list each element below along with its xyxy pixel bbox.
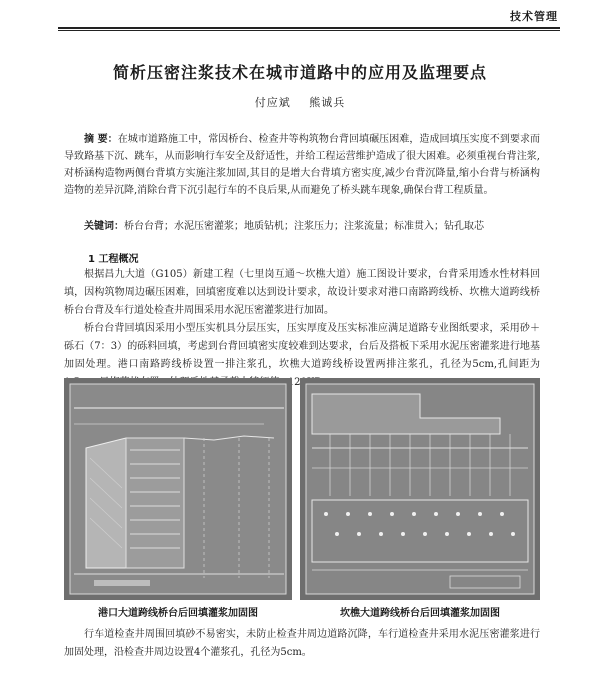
keywords-text: 桥台台背；水泥压密灌浆；地质钻机；注浆压力；注浆流量；标准贯入；钻孔取芯 xyxy=(124,221,484,232)
header-rule-thin xyxy=(58,30,560,31)
keywords xyxy=(64,218,540,235)
figure-2-drawing xyxy=(300,378,540,600)
abstract-label: 摘 要： xyxy=(84,134,118,145)
header-rule xyxy=(58,27,560,29)
figure-1-caption: 港口大道跨线桥台后回填灌浆加固图 xyxy=(98,608,258,619)
paragraph-3: 行车道检查井周围回填砂不易密实，未防止检查井周边道路沉降，车行道检查井采用水泥压密灌浆进行加固处理，沿检查井周边设置4个灌浆孔，孔径为5cm。 xyxy=(64,629,540,658)
article-authors: 付应斌 熊诚兵 xyxy=(254,96,346,109)
section-tag: 技术管理 xyxy=(510,10,558,23)
abstract-text: 在城市道路施工中，常因桥台、检查井等构筑物台背回填碾压困难，造成回填压实度不到要求而导致路基下沉、跳车，从而影响行车安全及舒适性，并给工程运营维护造成了很大困难。必须重视台背注浆,对桥涵构造物两侧台背填方实施注浆加固,其目的是增大台背填方密实度,减少台背沉降量,缩小台背与桥涵构造物的差异沉降,消除台背下沉引起行车的不良后果,从而避免了桥头跳车现象,确保台背工程质量。 xyxy=(64,134,541,196)
figure-1-svg xyxy=(64,378,292,600)
paragraph-2: 桥台台背回填因采用小型压实机具分层压实，压实厚度及压实标准应满足道路专业图纸要求，采用砂＋砾石（7：3）的砾料回填，考虑到台背回填密实度较难到达要求，台后及搭板下采用水泥压密灌浆进行地基加固处理。港口南路跨线桥设置一排注浆孔，坎樵大道跨线桥设置两排注浆孔，孔径为5cm,孔间距为 特征值≥120KPa。 xyxy=(64,323,540,388)
figure-2-caption: 坎樵大道跨线桥台后回填灌浆加固图 xyxy=(340,608,500,619)
section-heading: 1 工程概况 xyxy=(88,254,139,265)
figure-2-svg xyxy=(300,378,540,600)
paragraph-1: 根据昌九大道（G105）新建工程（七里岗互通～坎樵大道）施工图设计要求，台背采用透水性材料回填，因构筑物周边碾压困难，回填密度难以达到设计要求，故设计要求对港口南路跨线桥、坎樵大道跨线桥桥台台背及车行道处检查井周围采用水泥压密灌浆进行加固。 xyxy=(64,269,540,316)
abstract xyxy=(64,131,540,199)
figure-1-drawing xyxy=(64,378,292,600)
keywords-label: 关键词： xyxy=(84,221,124,232)
article-title: 简析压密注浆技术在城市道路中的应用及监理要点 xyxy=(112,63,487,82)
